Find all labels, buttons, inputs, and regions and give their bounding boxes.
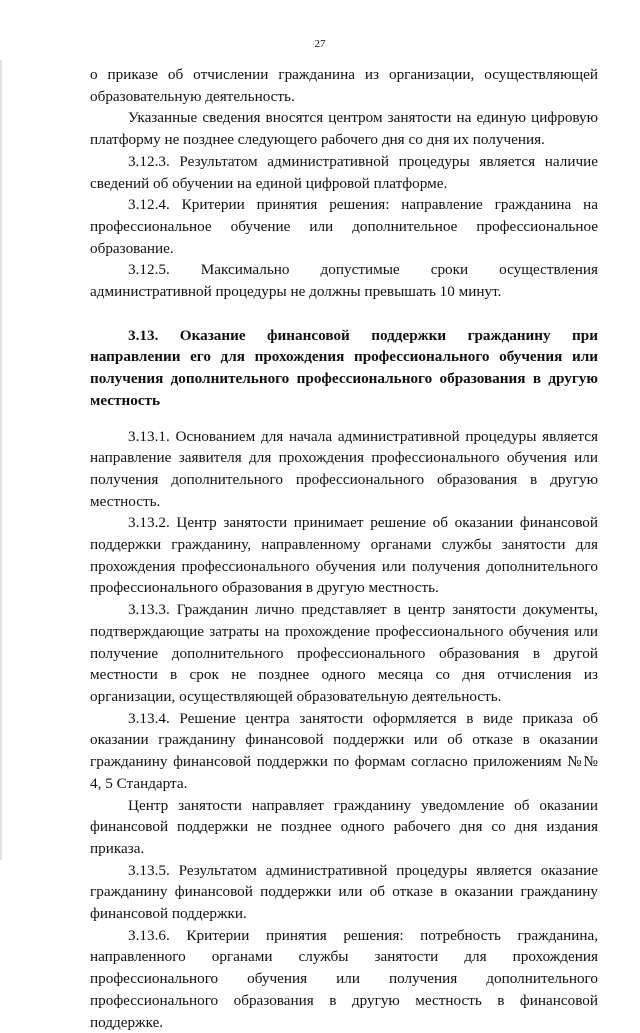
spacer [90, 303, 598, 325]
paragraph-continuation: о приказе об отчислении гражданина из организации, осуществляющей образовательную деятельность. [90, 66, 598, 105]
document-body [90, 64, 598, 1033]
paragraph-3-13-1: 3.13.1. Основанием для начала административной процедуры является направление заявителя для прохождения профессионального обучения или получения дополнительного профессионального образования в другую местность. [90, 427, 598, 510]
scan-edge-shadow [0, 60, 3, 860]
paragraph-3-13-2: 3.13.2. Центр занятости принимает решение об оказании финансовой поддержки гражданину, направленному органами службы занятости для прохождения профессионального обучения или получения дополнительного профессионального образования в другую местность. [90, 514, 598, 597]
paragraph-3-12-5: 3.12.5. Максимально допустимые сроки осуществления административной процедуры не должны превышать 10 минут. [90, 261, 598, 301]
paragraph: Указанные сведения вносятся центром занятости на единую цифровую платформу не позднее следующего рабочего дня со дня их получения. [90, 109, 598, 149]
page-number: 27 [314, 38, 326, 50]
spacer [90, 412, 598, 426]
section-heading-3-13: 3.13. Оказание финансовой поддержки гражданину при направлении его для прохождения профессионального обучения или получения дополнительного профессионального образования в другую местность [90, 326, 598, 409]
paragraph-3-13-6: 3.13.6. Критерии принятия решения: потребность гражданина, направленного органами службы занятости для прохождения профессионального обучения или получения дополнительного профессионального образования в другую местность в финансовой поддержке. [90, 926, 598, 1031]
paragraph-3-13-3: 3.13.3. Гражданин лично представляет в центр занятости документы, подтверждающие затраты на прохождение профессионального обучения или получение дополнительного профессионального образования в другой местности в срок не позднее одного месяца со дня отчисления из организации, осуществляющей образовательную деятельность. [90, 601, 598, 705]
paragraph-3-13-4: 3.13.4. Решение центра занятости оформляется в виде приказа об оказании гражданину финансовой поддержки или об отказе в оказании гражданину финансовой поддержки по формам согласно приложениям №№ 4, 5 Стандарта. [90, 709, 598, 792]
paragraph-notification: Центр занятости направляет гражданину уведомление об оказании финансовой поддержки не позднее одного рабочего дня со дня издания приказа. [90, 796, 598, 857]
paragraph-3-12-4: 3.12.4. Критерии принятия решения: направление гражданина на профессиональное обучение или дополнительное профессиональное образование. [90, 196, 598, 257]
paragraph-3-12-3: 3.12.3. Результатом административной процедуры является наличие сведений об обучении на единой цифровой платформе. [90, 152, 598, 192]
paragraph-3-13-5: 3.13.5. Результатом административной процедуры является оказание гражданину финансовой поддержки или об отказе в оказании гражданину финансовой поддержки. [90, 861, 598, 923]
